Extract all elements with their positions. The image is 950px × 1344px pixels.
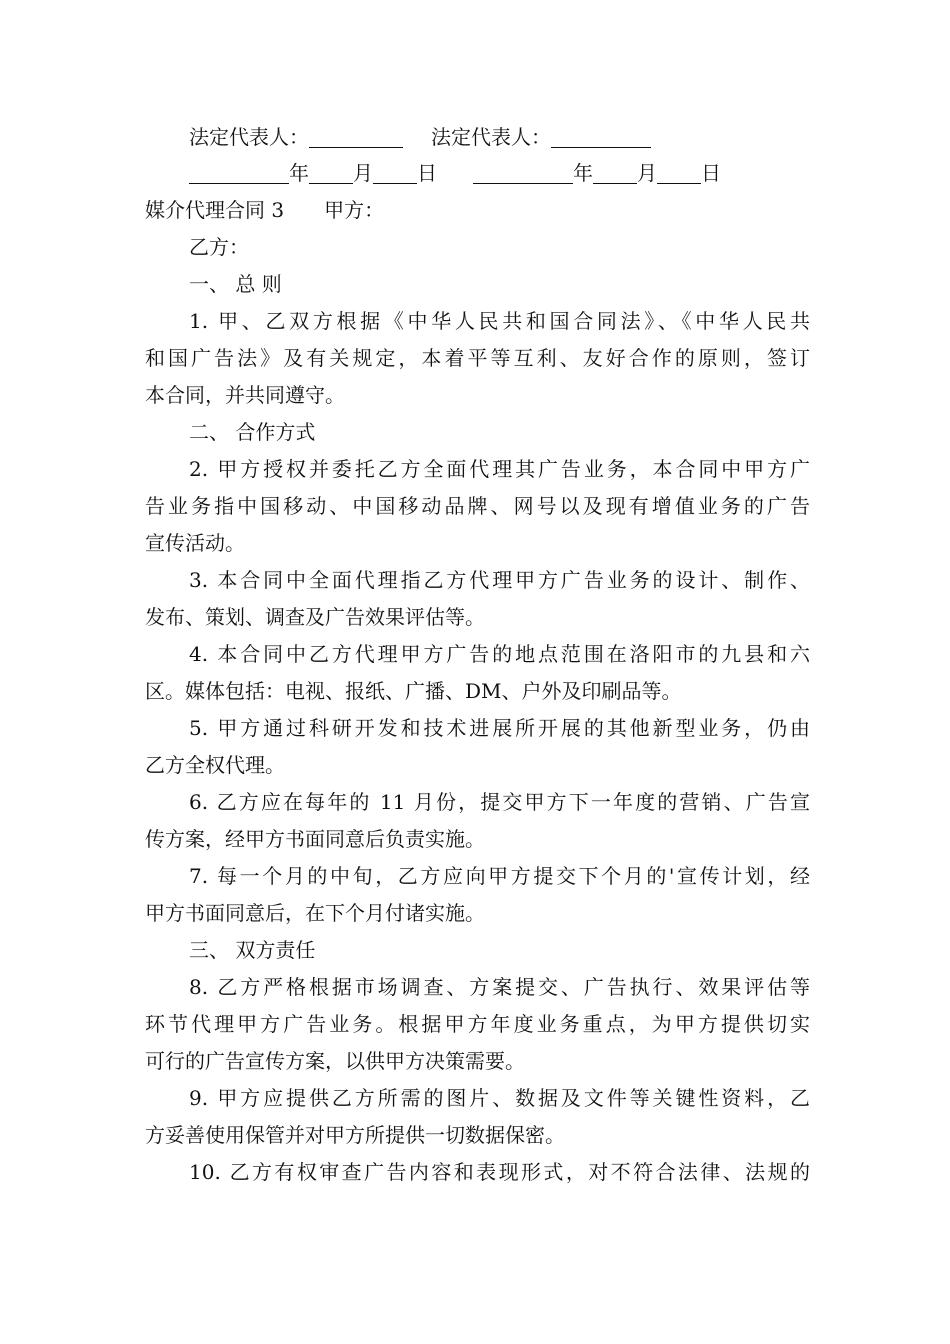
body-line: 9. 甲方应提供乙方所需的图片、数据及文件等关键性资料，乙 [189, 1086, 810, 1110]
rep-label-left: 法定代表人： [189, 125, 309, 149]
body-line: 宣传活动。 [145, 531, 245, 555]
date-blank-year-right [473, 159, 573, 184]
date-blank-day-right [657, 159, 701, 184]
date-month-right: 月 [637, 161, 657, 185]
date-year-left: 年 [289, 161, 309, 185]
section-heading: 二、 合作方式 [189, 420, 316, 444]
body-line: 环节代理甲方广告业务。根据甲方年度业务重点，为甲方提供切实 [145, 1012, 810, 1036]
date-blank-day-left [373, 159, 417, 184]
date-blank-year-left [189, 159, 289, 184]
contract-heading [145, 192, 810, 229]
signature-rep-line [189, 119, 709, 156]
body-line: 和国广告法》及有关规定，本着平等互利、友好合作的原则，签订 [145, 346, 810, 370]
date-blank-month-left [309, 159, 353, 184]
signature-date-line [189, 155, 749, 192]
body-line: 8. 乙方严格根据市场调查、方案提交、广告执行、效果评估等 [189, 975, 810, 999]
body-line: 10. 乙方有权审查广告内容和表现形式，对不符合法律、法规的 [189, 1160, 810, 1184]
date-day-left: 日 [417, 161, 437, 185]
body-line: 5. 甲方通过科研开发和技术进展所开展的其他新型业务，仍由 [189, 716, 810, 740]
body-line: 4. 本合同中乙方代理甲方广告的地点范围在洛阳市的九县和六 [189, 642, 810, 666]
date-day-right: 日 [701, 161, 721, 185]
party-a-label: 甲方： [324, 198, 385, 222]
body-line: 甲方书面同意后，在下个月付诸实施。 [145, 901, 485, 925]
body-line: 1. 甲、乙双方根据《中华人民共和国合同法》、《中华人民共 [189, 309, 810, 333]
body-line: 可行的广告宣传方案，以供甲方决策需要。 [145, 1049, 525, 1073]
body-line: 区。媒体包括：电视、报纸、广播、DM、户外及印刷品等。 [145, 679, 682, 703]
section-heading: 一、 总 则 [189, 272, 282, 296]
rep-blank-right [551, 123, 651, 148]
date-year-right: 年 [573, 161, 593, 185]
body-line: 传方案，经甲方书面同意后负责实施。 [145, 827, 485, 851]
party-b-label: 乙方： [189, 235, 249, 259]
body-line: 本合同，并共同遵守。 [145, 383, 345, 407]
body-line: 6. 乙方应在每年的 11 月份，提交甲方下一年度的营销、广告宣 [189, 790, 810, 814]
body-line: 2. 甲方授权并委托乙方全面代理其广告业务，本合同中甲方广 [189, 457, 810, 481]
body-line: 告业务指中国移动、中国移动品牌、网号以及现有增值业务的广告 [145, 494, 810, 518]
date-blank-month-right [593, 159, 637, 184]
body-line: 3. 本合同中全面代理指乙方代理甲方广告业务的设计、制作、 [189, 568, 810, 592]
body-line: 发布、策划、调查及广告效果评估等。 [145, 605, 485, 629]
rep-label-right: 法定代表人： [431, 125, 551, 149]
body-line: 7. 每一个月的中旬，乙方应向甲方提交下个月的'宣传计划，经 [189, 864, 810, 888]
section-heading: 三、 双方责任 [189, 938, 316, 962]
contract-title: 媒介代理合同 3 [145, 198, 285, 222]
rep-blank-left [309, 123, 403, 148]
body-line: 方妥善使用保管并对甲方所提供一切数据保密。 [145, 1123, 565, 1147]
date-month-left: 月 [353, 161, 373, 185]
body-line: 乙方全权代理。 [145, 753, 285, 777]
